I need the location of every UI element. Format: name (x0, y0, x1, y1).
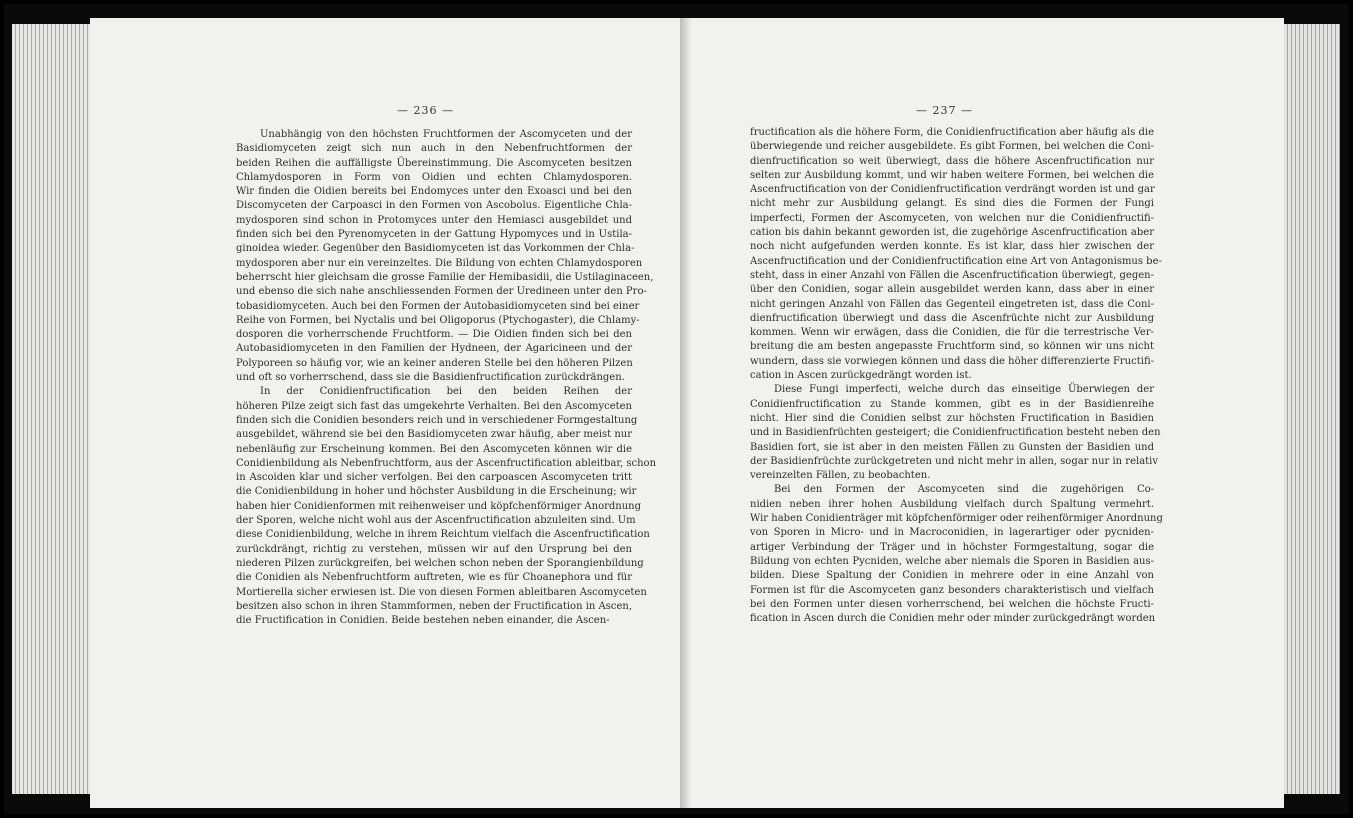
page-number-right: — 237 — (916, 104, 973, 117)
text-line: besitzen also schon in ihren Stammformen, neben der Fructification in Ascen, (236, 600, 632, 612)
text-line: Autobasidiomyceten in den Familien der Hydneen, der Agaricineen und der (236, 343, 632, 355)
text-line: finden sich bei den Pyrenomyceten in der Gattung Hypomyces und in Ustila- (236, 229, 632, 241)
text-line: fication in Ascen durch die Conidien mehr oder minder zurückgedrängt worden (750, 613, 1156, 625)
text-line: Ascenfructification und der Conidienfructification eine Art von Antagonismus be- (750, 255, 1162, 267)
text-line: haben hier Conidienformen mit reihenweiser und köpfchenförmiger Anordnung (236, 500, 641, 512)
text-line: ginoidea wieder. Gegenüber den Basidiomyceten ist das Vorkommen der Chla- (236, 243, 635, 255)
text-line: Polyporeen so häufig vor, wie an keiner anderen Stelle bei den höheren Pilzen (236, 357, 633, 369)
left-page-text (236, 128, 657, 628)
text-line: dosporen die vorherrschende Fruchtform. — Die Oidien finden sich bei den (236, 329, 632, 341)
text-line: kommen. Wenn wir erwägen, dass die Conidien, die für die terrestrische Ver- (750, 327, 1154, 339)
text-line: und oft so vorherrschend, dass sie die Basidienfructification zurückdrängen. (236, 372, 625, 384)
text-line: der Sporen, welche nicht wohl aus der Ascenfructification abzuleiten sind. Um (236, 515, 636, 527)
text-line: cation in Ascen zurückgedrängt worden ist. (750, 370, 972, 382)
text-line: Basidien fort, sie ist aber in den meisten Fällen zu Gunsten der Basidien und (750, 441, 1154, 453)
right-page-text (750, 126, 1163, 626)
text-line: Unabhängig von den höchsten Fruchtformen der Ascomyceten und der (260, 129, 632, 140)
text-line: cation bis dahin bekannt geworden ist, die zugehörige Ascenfructification aber (750, 227, 1154, 239)
text-line: nebenläufig zur Erscheinung kommen. Bei den Ascomyceten können wir die (236, 443, 632, 455)
text-line: beiden Reihen die auffälligste Übereinstimmung. Die Ascomyceten besitzen (236, 157, 632, 169)
text-line: Ascenfructification von der Conidienfructification verdrängt worden ist und gar (750, 184, 1155, 196)
text-line: die Fructification in Conidien. Beide bestehen neben einander, die Ascen- (236, 615, 610, 627)
text-line: vereinzelten Fällen, zu beobachten. (750, 470, 931, 482)
text-line: Wir finden die Oidien bereits bei Endomyces unter den Exoasci und bei den (236, 186, 632, 198)
text-line: finden sich die Conidien besonders reich und in verschiedener Formgestaltung (236, 414, 638, 426)
text-line: In der Conidienfructification bei den beiden Reihen der (260, 386, 632, 398)
text-line: Chlamydosporen in Form von Oidien und echten Chlamydosporen. (236, 171, 632, 183)
text-line: die Conidien als Nebenfruchtform auftreten, wie es für Choanephora und für (236, 572, 632, 584)
text-line: breitung die am besten angepasste Fruchtform sind, so können wir uns nicht (750, 341, 1154, 353)
right-page-stack (1280, 24, 1340, 794)
text-line: zurückdrängt, richtig zu verstehen, müssen wir auf den Ursprung bei den (236, 543, 632, 555)
text-line: dienfructification so weit überwiegt, dass die höhere Ascenfructification nur (750, 155, 1154, 167)
text-line: und ebenso die sich nahe anschliessenden Formen der Uredineen unter den Pro- (236, 286, 647, 298)
text-line: Formen ist für die Ascomyceten ganz besonders charakteristisch und vielfach (750, 584, 1154, 596)
text-line: ausgebildet, während sie bei den Basidiomyceten zwar häufig, aber meist nur (236, 429, 632, 441)
text-line: selten zur Ausbildung kommt, und wir haben weitere Formen, bei welchen die (750, 169, 1154, 181)
text-line: noch nicht aufgefunden werden konnte. Es ist klar, dass hier zwischen der (750, 241, 1154, 253)
text-line: Mortierella sicher erwiesen ist. Die von diesen Formen ableitbaren Ascomyceten (236, 586, 647, 598)
right-page (692, 18, 1284, 808)
text-line: dienfructification überwiegt und dass die Ascenfrüchte nicht zur Ausbildung (750, 312, 1154, 324)
text-line: bei den Formen unter diesen vorherrschend, bei welchen die höchste Fructi- (750, 598, 1154, 610)
text-line: Discomyceten der Carpoasci in den Formen von Ascobolus. Eigentliche Chla- (236, 200, 632, 212)
text-line: Bildung von echten Pycniden, welche aber niemals die Sporen in Basidien aus- (750, 555, 1154, 567)
text-line: tobasidiomyceten. Auch bei den Formen der Autobasidiomyceten sind bei einer (236, 300, 640, 312)
left-page-stack (12, 24, 92, 794)
text-line: nicht mehr zur Ausbildung gelangt. Es sind dies die Formen der Fungi (750, 198, 1154, 210)
text-line: über den Conidien, sogar allein ausgebildet werden kann, dass aber in einer (750, 284, 1154, 296)
text-line: Diese Fungi imperfecti, welche durch das einseitige Überwiegen der (774, 384, 1154, 396)
text-line: Bei den Formen der Ascomyceten sind die zugehörigen Co- (774, 484, 1154, 496)
text-line: und in Basidienfrüchten gesteigert; die Conidienfructification besteht neben den (750, 427, 1161, 439)
text-line: niederen Pilzen zurückgreifen, bei welchen schon neben der Sporangienbildung (236, 557, 644, 569)
text-line: höheren Pilze zeigt sich fast das umgekehrte Verhalten. Bei den Ascomyceten (236, 400, 632, 412)
text-line: die Conidienbildung in hoher und höchster Ausbildung in die Erscheinung; wir (236, 486, 637, 498)
text-line: steht, dass in einer Anzahl von Fällen die Ascenfructification überwiegt, gegen- (750, 269, 1154, 281)
text-line: nidien neben ihrer hohen Ausbildung vielfach durch Spaltung vermehrt. (750, 498, 1154, 510)
text-line: Wir haben Conidienträger mit köpfchenförmiger oder reihenförmiger Anordnung (750, 513, 1163, 525)
text-line: Conidienfructification zu Stande kommen, gibt es in der Basidienreihe (750, 398, 1154, 410)
text-line: von Sporen in Micro- und in Macroconidien, in lagerartiger oder pycniden- (750, 527, 1154, 539)
text-line: wundern, dass sie vorwiegen können und dass die höher differenzierte Fructifi- (750, 355, 1154, 367)
text-line: mydosporen aber nur ein vereinzeltes. Die Bildung von echten Chlamydosporen (236, 257, 643, 269)
text-line: artiger Verbindung der Träger und in höchster Formgestaltung, sogar die (750, 541, 1154, 553)
page-number-left: — 236 — (397, 104, 454, 117)
text-line: beherrscht hier gleichsam die grosse Familie der Hemibasidii, die Ustilaginaceen, (236, 271, 654, 283)
text-line: fructification als die höhere Form, die Conidienfructification aber häufig als die (750, 127, 1154, 138)
text-line: überwiegende und reicher ausgebildete. Es gibt Formen, bei welchen die Coni- (750, 141, 1154, 153)
text-line: nicht geringen Anzahl von Fällen das Gegenteil eingetreten ist, dass die Coni- (750, 298, 1154, 310)
text-line: bilden. Diese Spaltung der Conidien in mehrere oder in eine Anzahl von (750, 570, 1154, 582)
text-line: der Basidienfrüchte zurückgetreten und nicht mehr in allen, sogar nur in relativ (750, 455, 1159, 467)
text-line: in Ascoiden klar und sicher verfolgen. Bei den carpoascen Ascomyceten tritt (236, 472, 632, 484)
text-line: Basidiomyceten zeigt sich nun auch in den Nebenfruchtformen der (236, 143, 632, 155)
text-line: Reihe von Formen, bei Nyctalis und bei Oligoporus (Ptychogaster), die Chlamy- (236, 314, 640, 326)
text-line: diese Conidienbildung, welche in ihrem Reichtum vielfach die Ascenfructification (236, 529, 650, 541)
text-line: Conidienbildung als Nebenfruchtform, aus der Ascenfructification ableitbar, schon (236, 457, 657, 469)
text-line: nicht. Hier sind die Conidien selbst zur höchsten Fructification in Basidien (750, 412, 1154, 424)
text-line: imperfecti, Formen der Ascomyceten, von welchen nur die Conidienfructifi- (750, 212, 1154, 224)
text-line: mydosporen sind schon in Protomyces unter den Hemiasci ausgebildet und (236, 214, 632, 226)
left-page (90, 18, 686, 808)
book-scan (4, 4, 1349, 814)
